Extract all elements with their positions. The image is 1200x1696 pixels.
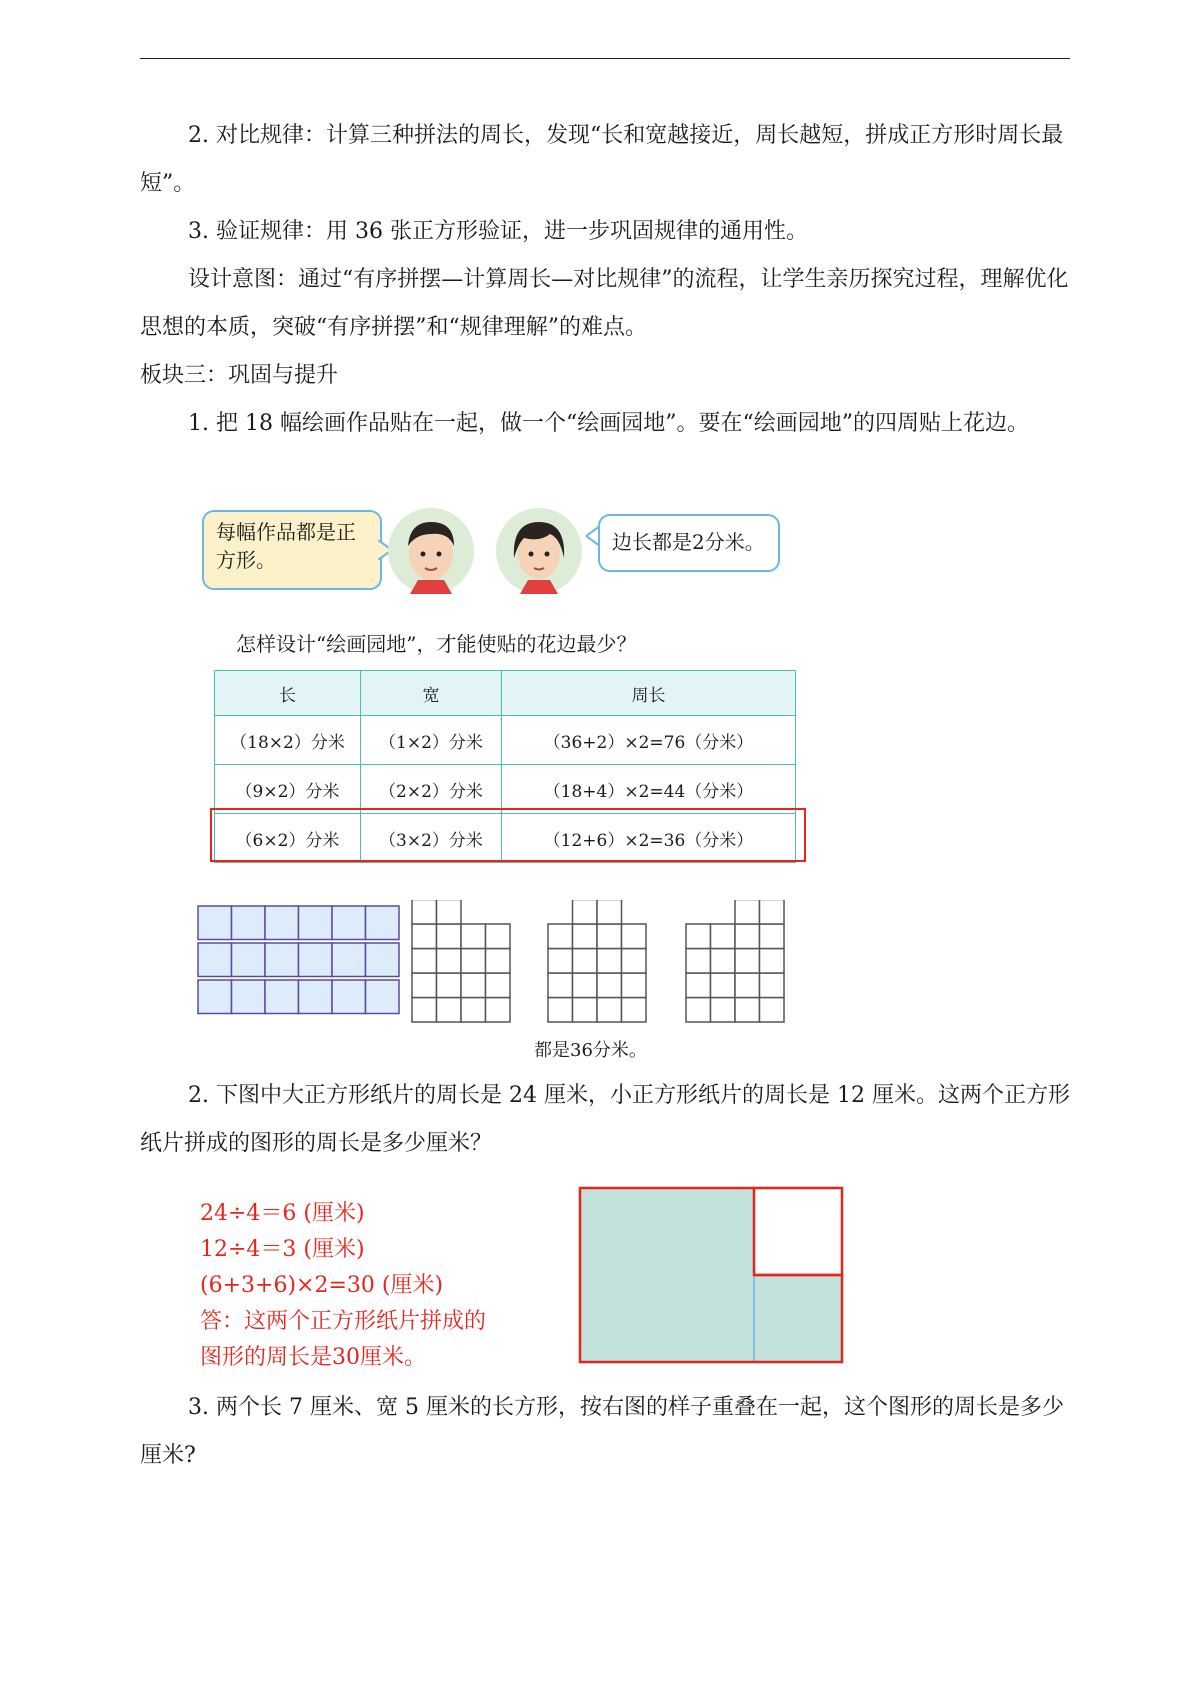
table-cell: （3×2）分米 xyxy=(361,814,502,863)
grid-cell xyxy=(332,980,366,1014)
grid-cell xyxy=(597,973,622,998)
grid-cell xyxy=(760,973,785,998)
table-cell: （36+2）×2=76（分米） xyxy=(502,716,796,765)
grid-cell xyxy=(711,924,736,949)
grid-cell xyxy=(735,924,760,949)
table-cell: （6×2）分米 xyxy=(215,814,361,863)
grid-cell xyxy=(597,998,622,1023)
grid-cell xyxy=(597,900,622,924)
table-row xyxy=(215,716,796,765)
grid-cell xyxy=(573,973,598,998)
section-heading-3: 板块三：巩固与提升 xyxy=(140,363,339,388)
header-perimeter: 周长 xyxy=(502,671,796,716)
grid-cell xyxy=(622,949,647,974)
grid-cell xyxy=(735,973,760,998)
grid-cell xyxy=(486,949,511,974)
grid-cell xyxy=(548,973,573,998)
grid-cell xyxy=(232,906,266,940)
header-width: 宽 xyxy=(361,671,502,716)
table-row xyxy=(215,765,796,814)
grid-cell xyxy=(366,980,400,1014)
table-cell: （12+6）×2=36（分米） xyxy=(502,814,796,863)
boy-speech-bubble: 每幅作品都是正方形。 xyxy=(202,510,382,590)
boy-avatar-icon xyxy=(388,508,474,594)
table-cell: （2×2）分米 xyxy=(361,765,502,814)
stepped-grid-3 xyxy=(684,900,788,1026)
grid-cell xyxy=(299,906,333,940)
grid-cell xyxy=(332,906,366,940)
question-2-text: 2. 下图中大正方形纸片的周长是 24 厘米，小正方形纸片的周长是 12 厘米。这两个正方形纸片拼成的图形的周长是多少厘米？ xyxy=(140,1083,1070,1156)
grid-cell xyxy=(332,943,366,977)
stepped-grid-2 xyxy=(546,900,650,1026)
grid-cell xyxy=(232,943,266,977)
grid-cell xyxy=(760,900,785,924)
grid-cell xyxy=(622,998,647,1023)
grid-cell xyxy=(548,949,573,974)
question-3-text: 3. 两个长 7 厘米、宽 5 厘米的长方形，按右图的样子重叠在一起，这个图形的周长是多少厘米? xyxy=(140,1395,1064,1468)
question-1-text: 1. 把 18 幅绘画作品贴在一起，做一个“绘画园地”。要在“绘画园地”的四周贴上花边。 xyxy=(188,411,1029,436)
grid-cell xyxy=(412,949,437,974)
table-header-row xyxy=(215,671,796,716)
grid-cell xyxy=(265,980,299,1014)
grid-cell xyxy=(412,998,437,1023)
paragraph-verify-rule: 3. 验证规律：用 36 张正方形验证，进一步巩固规律的通用性。 xyxy=(188,219,808,244)
grid-cell xyxy=(198,906,232,940)
grid-cell xyxy=(735,900,760,924)
grid-cell xyxy=(412,900,437,924)
answer-line: 答：这两个正方形纸片拼成的 xyxy=(200,1309,487,1334)
grid-cell xyxy=(760,998,785,1023)
grid-cell xyxy=(486,973,511,998)
solution-line: (6+3+6)×2=30 (厘米) xyxy=(200,1273,444,1298)
grid-cell xyxy=(299,943,333,977)
grid-cell xyxy=(597,924,622,949)
grid-cell xyxy=(711,973,736,998)
grid-cell xyxy=(760,924,785,949)
solution-block xyxy=(200,1196,486,1376)
grid-cell xyxy=(573,924,598,949)
grid-cell xyxy=(486,924,511,949)
grid-cell xyxy=(299,980,333,1014)
grid-cell xyxy=(461,998,486,1023)
header-length: 长 xyxy=(215,671,361,716)
grid-cell xyxy=(711,998,736,1023)
table-cell: （9×2）分米 xyxy=(215,765,361,814)
grid-cell xyxy=(573,900,598,924)
grid-cell xyxy=(437,924,462,949)
grid-cell xyxy=(735,949,760,974)
grid-cell xyxy=(548,924,573,949)
table-cell: （18+4）×2=44（分米） xyxy=(502,765,796,814)
grid-cell xyxy=(686,998,711,1023)
paragraph-compare-rule: 2. 对比规律：计算三种拼法的周长，发现“长和宽越接近，周长越短，拼成正方形时周长最短”。 xyxy=(140,123,1064,196)
grid-cell xyxy=(622,924,647,949)
grid-cell xyxy=(198,943,232,977)
grid-cell xyxy=(437,949,462,974)
grid-cell xyxy=(686,924,711,949)
grid-cell xyxy=(735,998,760,1023)
grid-cell xyxy=(461,949,486,974)
grid-cell xyxy=(622,973,647,998)
grid-cell xyxy=(486,998,511,1023)
stepped-grid-1 xyxy=(410,900,514,1026)
grid-cell xyxy=(366,943,400,977)
solution-line: 12÷4＝3 (厘米) xyxy=(200,1237,365,1262)
grid-cell xyxy=(573,998,598,1023)
grid-cell xyxy=(686,949,711,974)
paragraph-design-intent: 设计意图：通过“有序拼摆—计算周长—对比规律”的流程，让学生亲历探究过程，理解优化思想的本质，突破“有序拼摆”和“规律理解”的难点。 xyxy=(140,267,1069,340)
table-cell: （1×2）分米 xyxy=(361,716,502,765)
answer-line: 图形的周长是30厘米。 xyxy=(200,1345,426,1370)
grid-cell xyxy=(548,998,573,1023)
grid-cell xyxy=(686,973,711,998)
solution-line: 24÷4＝6 (厘米) xyxy=(200,1201,365,1226)
grid-cell xyxy=(265,943,299,977)
grid-cell xyxy=(412,924,437,949)
grid-cell xyxy=(461,924,486,949)
design-question: 怎样设计“绘画园地”，才能使贴的花边最少？ xyxy=(236,632,637,656)
grid-cell xyxy=(760,949,785,974)
grid-cell xyxy=(711,949,736,974)
table-cell: （18×2）分米 xyxy=(215,716,361,765)
girl-avatar-icon xyxy=(496,508,582,594)
squares-figure xyxy=(578,1186,846,1364)
grid-cell xyxy=(366,906,400,940)
girl-speech-bubble: 边长都是2分米。 xyxy=(598,514,780,572)
grid-cell xyxy=(412,973,437,998)
grid-cell xyxy=(437,900,462,924)
highlight-best-row xyxy=(210,808,806,862)
grid-cell xyxy=(437,998,462,1023)
header-rule xyxy=(140,58,1070,59)
grid-cell xyxy=(437,973,462,998)
grid-cell xyxy=(265,906,299,940)
grid-caption: 都是36分米。 xyxy=(534,1040,647,1061)
grid-cell xyxy=(198,980,232,1014)
rectangle-grid-6x3 xyxy=(196,904,402,1020)
grid-cell xyxy=(573,949,598,974)
grid-cell xyxy=(597,949,622,974)
grid-cell xyxy=(461,973,486,998)
grid-cell xyxy=(232,980,266,1014)
